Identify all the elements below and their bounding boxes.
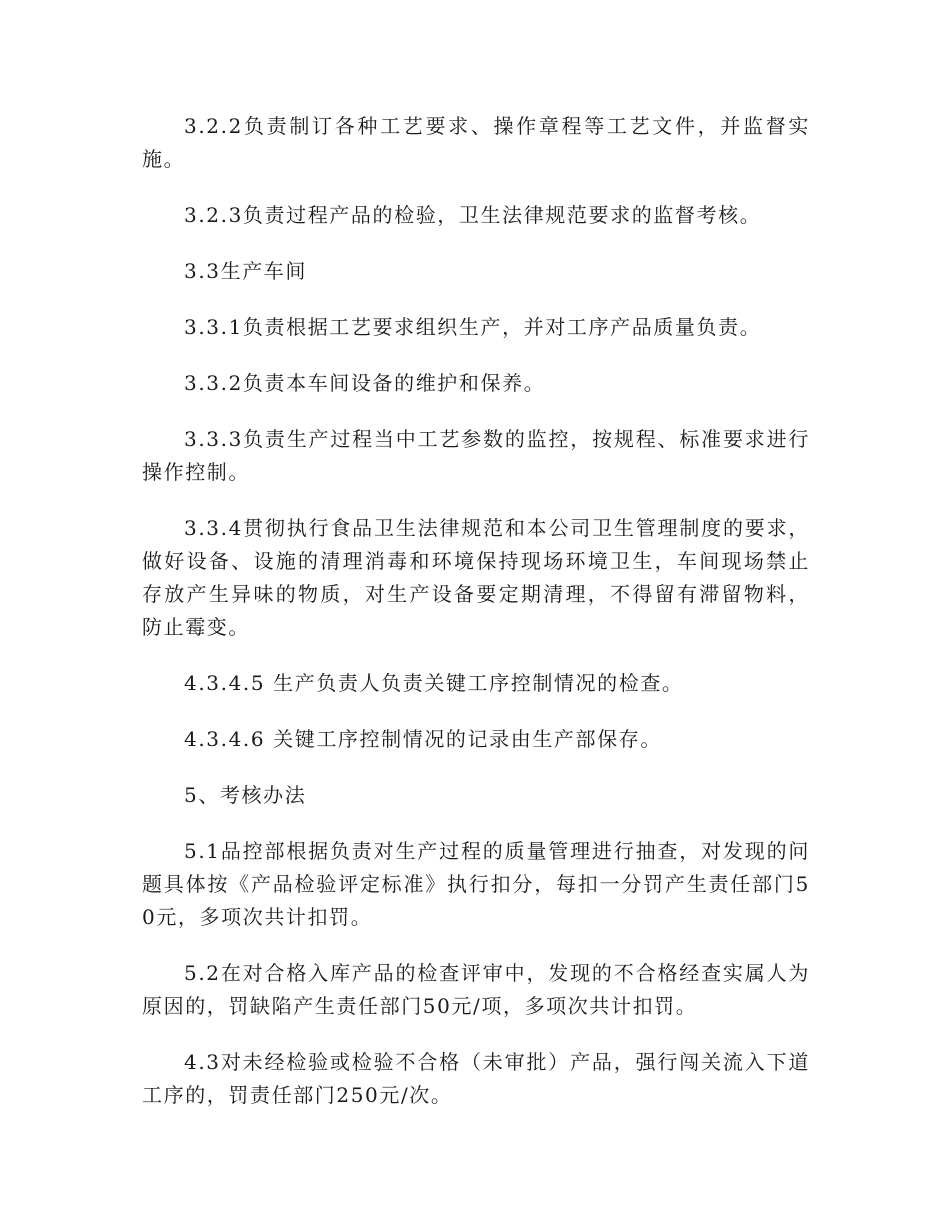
paragraph-3-3-3: 3.3.3负责生产过程当中工艺参数的监控，按规程、标准要求进行操作控制。 <box>142 427 810 484</box>
paragraph-3-2-2: 3.2.2负责制订各种工艺要求、操作章程等工艺文件，并监督实施。 <box>142 114 810 171</box>
document-body <box>142 110 810 1135</box>
paragraph-3-2-3: 3.2.3负责过程产品的检验，卫生法律规范要求的监督考核。 <box>184 203 762 227</box>
paragraph-4-3-4-5: 4.3.4.5 生产负责人负责关键工序控制情况的检查。 <box>184 671 684 695</box>
paragraph-3-3-2: 3.3.2负责本车间设备的维护和保养。 <box>184 371 546 395</box>
paragraph-5-2: 5.2在对合格入库产品的检查评审中，发现的不合格经查实属人为原因的，罚缺陷产生责任部门50元/项，多项次共计扣罚。 <box>142 961 810 1018</box>
paragraph-5-1: 5.1品控部根据负责对生产过程的质量管理进行抽查，对发现的问题具体按《产品检验评定标准》执行扣分，每扣一分罚产生责任部门50元，多项次共计扣罚。 <box>142 839 810 929</box>
paragraph-3-3-4: 3.3.4贯彻执行食品卫生法律规范和本公司卫生管理制度的要求，做好设备、设施的清理消毒和环境保持现场环境卫生，车间现场禁止存放产生异味的物质，对生产设备要定期清理，不得留有滞留物料，防止霉变。 <box>142 516 810 639</box>
section-heading-3-3: 3.3生产车间 <box>184 259 308 283</box>
paragraph-4-3: 4.3对未经检验或检验不合格（未审批）产品，强行闯关流入下道工序的，罚责任部门250元/次。 <box>142 1050 810 1107</box>
paragraph-3-3-1: 3.3.1负责根据工艺要求组织生产，并对工序产品质量负责。 <box>184 315 762 339</box>
section-heading-5: 5、考核办法 <box>184 783 307 807</box>
paragraph-4-3-4-6: 4.3.4.6 关键工序控制情况的记录由生产部保存。 <box>184 727 662 751</box>
